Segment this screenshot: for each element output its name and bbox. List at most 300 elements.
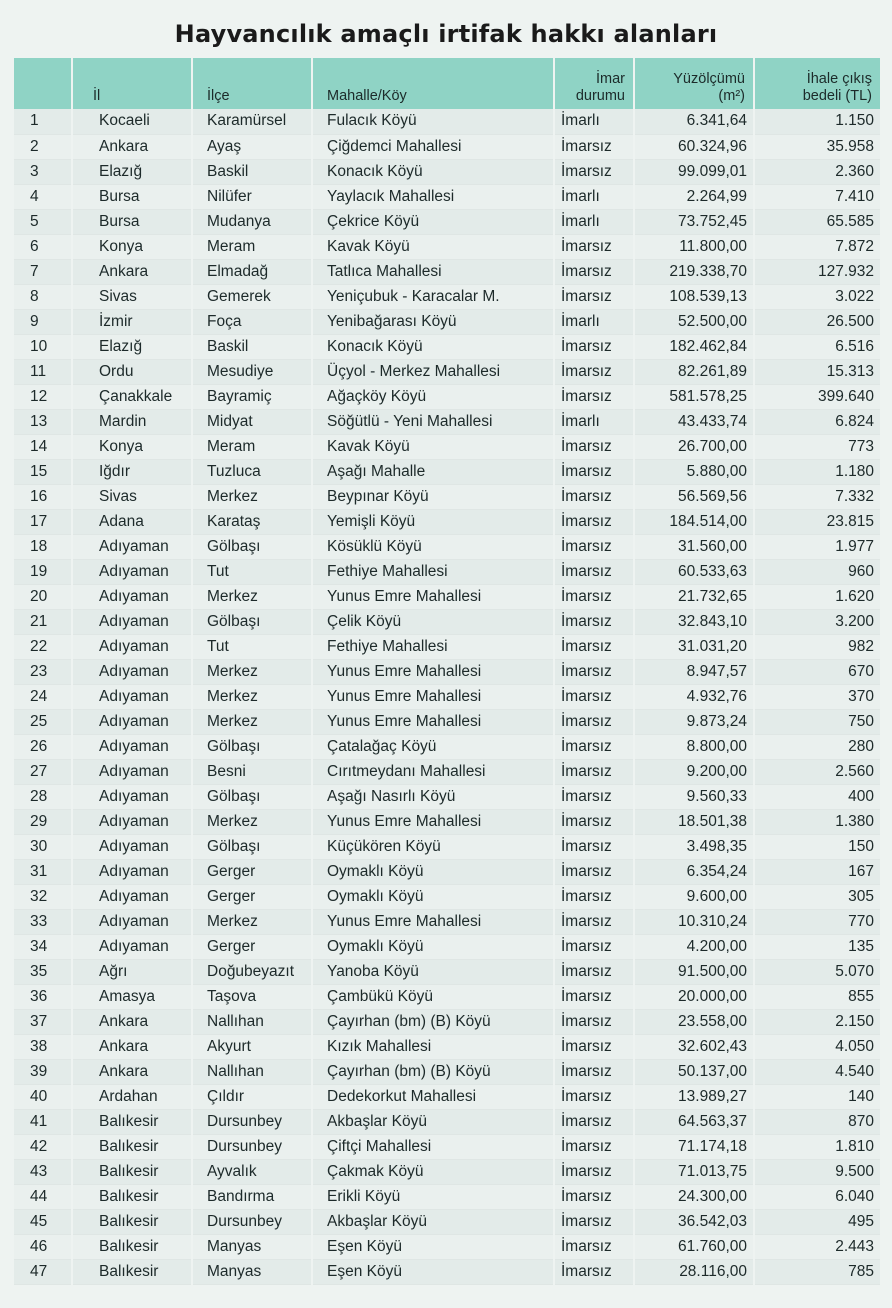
table-row [14, 984, 880, 1009]
cell-imar: İmarlı [554, 184, 634, 209]
cell-yuzolcumu: 20.000,00 [634, 984, 754, 1009]
cell-mahalle: Eşen Köyü [312, 1259, 554, 1284]
cell-mahalle: Çambükü Köyü [312, 984, 554, 1009]
cell-il: Balıkesir [72, 1109, 192, 1134]
cell-ihale: 960 [754, 559, 880, 584]
cell-mahalle: Fethiye Mahallesi [312, 559, 554, 584]
cell-mahalle: Fethiye Mahallesi [312, 634, 554, 659]
cell-ihale: 2.360 [754, 159, 880, 184]
cell-imar: İmarsız [554, 784, 634, 809]
cell-mahalle: Fulacık Köyü [312, 109, 554, 134]
cell-mahalle: Akbaşlar Köyü [312, 1209, 554, 1234]
cell-yuzolcumu: 21.732,65 [634, 584, 754, 609]
table-row [14, 459, 880, 484]
table-row [14, 1059, 880, 1084]
cell-imar: İmarsız [554, 959, 634, 984]
cell-il: Elazığ [72, 334, 192, 359]
cell-il: Ankara [72, 1059, 192, 1084]
cell-no: 33 [14, 909, 72, 934]
cell-no: 7 [14, 259, 72, 284]
cell-mahalle: Kösüklü Köyü [312, 534, 554, 559]
cell-ihale: 7.410 [754, 184, 880, 209]
cell-ilce: Gölbaşı [192, 534, 312, 559]
cell-no: 9 [14, 309, 72, 334]
table-row [14, 859, 880, 884]
table-row [14, 284, 880, 309]
cell-mahalle: Yenibağarası Köyü [312, 309, 554, 334]
table-row [14, 334, 880, 359]
cell-ilce: Elmadağ [192, 259, 312, 284]
cell-ilce: Merkez [192, 809, 312, 834]
cell-imar: İmarsız [554, 934, 634, 959]
cell-ihale: 65.585 [754, 209, 880, 234]
cell-ilce: Ayvalık [192, 1159, 312, 1184]
cell-ihale: 127.932 [754, 259, 880, 284]
cell-il: Balıkesir [72, 1184, 192, 1209]
cell-imar: İmarsız [554, 1109, 634, 1134]
cell-ihale: 1.150 [754, 109, 880, 134]
cell-mahalle: Akbaşlar Köyü [312, 1109, 554, 1134]
cell-yuzolcumu: 64.563,37 [634, 1109, 754, 1134]
cell-mahalle: Üçyol - Merkez Mahallesi [312, 359, 554, 384]
cell-ilce: Taşova [192, 984, 312, 1009]
cell-imar: İmarsız [554, 1009, 634, 1034]
cell-yuzolcumu: 9.200,00 [634, 759, 754, 784]
table-row [14, 409, 880, 434]
cell-il: Elazığ [72, 159, 192, 184]
cell-yuzolcumu: 9.873,24 [634, 709, 754, 734]
cell-imar: İmarsız [554, 1259, 634, 1284]
header-ihale [754, 58, 880, 109]
cell-imar: İmarsız [554, 634, 634, 659]
header-yuzolcumu-line2: (m²) [718, 88, 745, 104]
cell-mahalle: Oymaklı Köyü [312, 934, 554, 959]
cell-ihale: 150 [754, 834, 880, 859]
cell-ilce: Gölbaşı [192, 609, 312, 634]
cell-il: Balıkesir [72, 1234, 192, 1259]
cell-il: Bursa [72, 209, 192, 234]
cell-il: Adıyaman [72, 859, 192, 884]
table-row [14, 209, 880, 234]
table-row [14, 1034, 880, 1059]
cell-ihale: 2.560 [754, 759, 880, 784]
cell-il: Ankara [72, 1034, 192, 1059]
cell-ihale: 2.150 [754, 1009, 880, 1034]
cell-ihale: 280 [754, 734, 880, 759]
cell-ilce: Karamürsel [192, 109, 312, 134]
cell-no: 47 [14, 1259, 72, 1284]
table-row [14, 509, 880, 534]
cell-no: 46 [14, 1234, 72, 1259]
table-body [14, 109, 880, 1284]
cell-ihale: 1.977 [754, 534, 880, 559]
cell-il: Ankara [72, 1009, 192, 1034]
cell-ihale: 370 [754, 684, 880, 709]
cell-imar: İmarsız [554, 1184, 634, 1209]
cell-ilce: Dursunbey [192, 1134, 312, 1159]
cell-ilce: Baskil [192, 159, 312, 184]
cell-yuzolcumu: 61.760,00 [634, 1234, 754, 1259]
cell-imar: İmarsız [554, 884, 634, 909]
cell-mahalle: Dedekorkut Mahallesi [312, 1084, 554, 1109]
cell-yuzolcumu: 13.989,27 [634, 1084, 754, 1109]
cell-il: Ordu [72, 359, 192, 384]
cell-imar: İmarsız [554, 359, 634, 384]
cell-imar: İmarsız [554, 559, 634, 584]
cell-ihale: 750 [754, 709, 880, 734]
cell-il: Adıyaman [72, 934, 192, 959]
cell-ilce: Tut [192, 559, 312, 584]
cell-ihale: 1.380 [754, 809, 880, 834]
cell-ihale: 670 [754, 659, 880, 684]
cell-no: 26 [14, 734, 72, 759]
cell-mahalle: Tatlıca Mahallesi [312, 259, 554, 284]
cell-il: Sivas [72, 484, 192, 509]
header-row [14, 58, 880, 109]
cell-ihale: 773 [754, 434, 880, 459]
table-row [14, 559, 880, 584]
cell-il: Adıyaman [72, 809, 192, 834]
cell-mahalle: Konacık Köyü [312, 159, 554, 184]
cell-il: Adıyaman [72, 759, 192, 784]
cell-ilce: Merkez [192, 709, 312, 734]
cell-no: 8 [14, 284, 72, 309]
cell-imar: İmarsız [554, 284, 634, 309]
table-row [14, 1184, 880, 1209]
table-header [14, 58, 880, 109]
header-yuzolcumu-line1: Yüzölçümü [673, 71, 745, 87]
header-imar [554, 58, 634, 109]
cell-ilce: Gerger [192, 859, 312, 884]
cell-il: Bursa [72, 184, 192, 209]
cell-ihale: 305 [754, 884, 880, 909]
cell-il: Adıyaman [72, 734, 192, 759]
cell-il: Ankara [72, 259, 192, 284]
cell-no: 44 [14, 1184, 72, 1209]
cell-no: 13 [14, 409, 72, 434]
cell-mahalle: Çiğdemci Mahallesi [312, 134, 554, 159]
cell-yuzolcumu: 23.558,00 [634, 1009, 754, 1034]
cell-no: 18 [14, 534, 72, 559]
cell-no: 38 [14, 1034, 72, 1059]
cell-il: Adana [72, 509, 192, 534]
cell-imar: İmarlı [554, 309, 634, 334]
cell-ilce: Mudanya [192, 209, 312, 234]
cell-yuzolcumu: 56.569,56 [634, 484, 754, 509]
cell-il: Adıyaman [72, 559, 192, 584]
cell-yuzolcumu: 31.560,00 [634, 534, 754, 559]
cell-imar: İmarsız [554, 1209, 634, 1234]
cell-imar: İmarsız [554, 1059, 634, 1084]
cell-ihale: 140 [754, 1084, 880, 1109]
cell-ihale: 1.810 [754, 1134, 880, 1159]
cell-no: 32 [14, 884, 72, 909]
cell-imar: İmarsız [554, 159, 634, 184]
cell-mahalle: Oymaklı Köyü [312, 884, 554, 909]
cell-no: 37 [14, 1009, 72, 1034]
cell-mahalle: Yunus Emre Mahallesi [312, 684, 554, 709]
cell-il: Ardahan [72, 1084, 192, 1109]
cell-ilce: Gerger [192, 884, 312, 909]
cell-ilce: Merkez [192, 484, 312, 509]
cell-ilce: Ayaş [192, 134, 312, 159]
cell-ihale: 135 [754, 934, 880, 959]
cell-yuzolcumu: 8.800,00 [634, 734, 754, 759]
cell-imar: İmarsız [554, 1034, 634, 1059]
cell-imar: İmarsız [554, 1159, 634, 1184]
table-row [14, 784, 880, 809]
header-ilce: İlçe [192, 58, 312, 109]
cell-ilce: Besni [192, 759, 312, 784]
cell-ihale: 6.516 [754, 334, 880, 359]
cell-no: 15 [14, 459, 72, 484]
cell-ilce: Merkez [192, 659, 312, 684]
cell-no: 40 [14, 1084, 72, 1109]
cell-ihale: 855 [754, 984, 880, 1009]
table-row [14, 734, 880, 759]
cell-imar: İmarsız [554, 509, 634, 534]
cell-imar: İmarsız [554, 659, 634, 684]
cell-ilce: Bayramiç [192, 384, 312, 409]
cell-ilce: Gölbaşı [192, 834, 312, 859]
cell-mahalle: Beypınar Köyü [312, 484, 554, 509]
cell-il: Adıyaman [72, 634, 192, 659]
cell-imar: İmarsız [554, 709, 634, 734]
table-row [14, 584, 880, 609]
cell-il: Adıyaman [72, 609, 192, 634]
header-yuzolcumu [634, 58, 754, 109]
cell-imar: İmarsız [554, 134, 634, 159]
cell-ilce: Gerger [192, 934, 312, 959]
cell-ihale: 3.200 [754, 609, 880, 634]
auction-table [14, 58, 880, 1285]
cell-mahalle: Erikli Köyü [312, 1184, 554, 1209]
cell-no: 21 [14, 609, 72, 634]
cell-yuzolcumu: 71.013,75 [634, 1159, 754, 1184]
cell-ilce: Meram [192, 234, 312, 259]
cell-imar: İmarsız [554, 584, 634, 609]
cell-ilce: Merkez [192, 909, 312, 934]
cell-no: 36 [14, 984, 72, 1009]
cell-no: 41 [14, 1109, 72, 1134]
cell-ihale: 982 [754, 634, 880, 659]
cell-ilce: Manyas [192, 1234, 312, 1259]
cell-imar: İmarsız [554, 734, 634, 759]
cell-yuzolcumu: 99.099,01 [634, 159, 754, 184]
cell-no: 39 [14, 1059, 72, 1084]
cell-il: Çanakkale [72, 384, 192, 409]
cell-yuzolcumu: 91.500,00 [634, 959, 754, 984]
table-row [14, 609, 880, 634]
cell-yuzolcumu: 581.578,25 [634, 384, 754, 409]
header-ihale-line2: bedeli (TL) [802, 88, 872, 104]
cell-mahalle: Aşağı Nasırlı Köyü [312, 784, 554, 809]
table-row [14, 109, 880, 134]
table-row [14, 1159, 880, 1184]
cell-no: 5 [14, 209, 72, 234]
table-row [14, 259, 880, 284]
cell-mahalle: Yunus Emre Mahallesi [312, 709, 554, 734]
cell-no: 45 [14, 1209, 72, 1234]
cell-yuzolcumu: 52.500,00 [634, 309, 754, 334]
cell-ilce: Baskil [192, 334, 312, 359]
table-row [14, 434, 880, 459]
cell-ilce: Merkez [192, 684, 312, 709]
cell-no: 25 [14, 709, 72, 734]
cell-yuzolcumu: 184.514,00 [634, 509, 754, 534]
cell-imar: İmarsız [554, 1134, 634, 1159]
table-row [14, 359, 880, 384]
cell-imar: İmarlı [554, 109, 634, 134]
table-row [14, 384, 880, 409]
cell-yuzolcumu: 36.542,03 [634, 1209, 754, 1234]
cell-imar: İmarsız [554, 234, 634, 259]
cell-ilce: Manyas [192, 1259, 312, 1284]
table-row [14, 709, 880, 734]
cell-ilce: Nallıhan [192, 1009, 312, 1034]
cell-imar: İmarsız [554, 259, 634, 284]
cell-ihale: 3.022 [754, 284, 880, 309]
cell-ilce: Çıldır [192, 1084, 312, 1109]
table-row [14, 1084, 880, 1109]
header-imar-line1: İmar [596, 71, 625, 87]
table-row [14, 809, 880, 834]
cell-ihale: 5.070 [754, 959, 880, 984]
cell-no: 28 [14, 784, 72, 809]
cell-no: 20 [14, 584, 72, 609]
table-row [14, 1134, 880, 1159]
cell-ilce: Tut [192, 634, 312, 659]
cell-il: İzmir [72, 309, 192, 334]
cell-ilce: Nallıhan [192, 1059, 312, 1084]
cell-yuzolcumu: 73.752,45 [634, 209, 754, 234]
cell-il: Adıyaman [72, 584, 192, 609]
cell-il: Adıyaman [72, 709, 192, 734]
cell-yuzolcumu: 5.880,00 [634, 459, 754, 484]
table-row [14, 134, 880, 159]
cell-yuzolcumu: 10.310,24 [634, 909, 754, 934]
cell-no: 2 [14, 134, 72, 159]
cell-yuzolcumu: 82.261,89 [634, 359, 754, 384]
table-row [14, 684, 880, 709]
cell-yuzolcumu: 9.600,00 [634, 884, 754, 909]
cell-no: 14 [14, 434, 72, 459]
cell-no: 35 [14, 959, 72, 984]
cell-il: Kocaeli [72, 109, 192, 134]
cell-imar: İmarsız [554, 809, 634, 834]
cell-il: Balıkesir [72, 1159, 192, 1184]
cell-no: 6 [14, 234, 72, 259]
cell-ilce: Gölbaşı [192, 784, 312, 809]
header-il: İl [72, 58, 192, 109]
cell-mahalle: Çakmak Köyü [312, 1159, 554, 1184]
table-row [14, 484, 880, 509]
cell-ilce: Karataş [192, 509, 312, 534]
cell-no: 22 [14, 634, 72, 659]
cell-no: 43 [14, 1159, 72, 1184]
cell-ilce: Nilüfer [192, 184, 312, 209]
cell-no: 3 [14, 159, 72, 184]
cell-yuzolcumu: 60.533,63 [634, 559, 754, 584]
table-row [14, 309, 880, 334]
cell-mahalle: Oymaklı Köyü [312, 859, 554, 884]
cell-mahalle: Çelik Köyü [312, 609, 554, 634]
cell-il: Adıyaman [72, 784, 192, 809]
cell-yuzolcumu: 4.932,76 [634, 684, 754, 709]
cell-no: 4 [14, 184, 72, 209]
table-row [14, 1009, 880, 1034]
cell-imar: İmarsız [554, 609, 634, 634]
cell-ilce: Gölbaşı [192, 734, 312, 759]
cell-mahalle: Ağaçköy Köyü [312, 384, 554, 409]
page-title: Hayvancılık amaçlı irtifak hakkı alanları [174, 20, 718, 48]
cell-no: 27 [14, 759, 72, 784]
cell-mahalle: Kavak Köyü [312, 434, 554, 459]
cell-yuzolcumu: 6.354,24 [634, 859, 754, 884]
cell-imar: İmarsız [554, 334, 634, 359]
table-row [14, 759, 880, 784]
cell-no: 29 [14, 809, 72, 834]
cell-yuzolcumu: 219.338,70 [634, 259, 754, 284]
table-row [14, 659, 880, 684]
table-row [14, 1259, 880, 1284]
cell-ihale: 770 [754, 909, 880, 934]
table-row [14, 1209, 880, 1234]
cell-imar: İmarsız [554, 534, 634, 559]
table-row [14, 634, 880, 659]
cell-mahalle: Kavak Köyü [312, 234, 554, 259]
cell-il: Balıkesir [72, 1134, 192, 1159]
cell-ihale: 23.815 [754, 509, 880, 534]
cell-mahalle: Çiftçi Mahallesi [312, 1134, 554, 1159]
cell-yuzolcumu: 4.200,00 [634, 934, 754, 959]
cell-il: Adıyaman [72, 834, 192, 859]
cell-il: Iğdır [72, 459, 192, 484]
cell-yuzolcumu: 8.947,57 [634, 659, 754, 684]
cell-imar: İmarsız [554, 984, 634, 1009]
cell-ilce: Dursunbey [192, 1109, 312, 1134]
cell-yuzolcumu: 28.116,00 [634, 1259, 754, 1284]
cell-mahalle: Çatalağaç Köyü [312, 734, 554, 759]
cell-imar: İmarsız [554, 684, 634, 709]
cell-imar: İmarsız [554, 384, 634, 409]
cell-mahalle: Aşağı Mahalle [312, 459, 554, 484]
cell-yuzolcumu: 3.498,35 [634, 834, 754, 859]
cell-ihale: 399.640 [754, 384, 880, 409]
cell-il: Adıyaman [72, 909, 192, 934]
cell-yuzolcumu: 24.300,00 [634, 1184, 754, 1209]
cell-mahalle: Yaylacık Mahallesi [312, 184, 554, 209]
cell-yuzolcumu: 108.539,13 [634, 284, 754, 309]
cell-ihale: 9.500 [754, 1159, 880, 1184]
cell-no: 1 [14, 109, 72, 134]
cell-yuzolcumu: 11.800,00 [634, 234, 754, 259]
cell-yuzolcumu: 6.341,64 [634, 109, 754, 134]
table-row [14, 159, 880, 184]
cell-ilce: Gemerek [192, 284, 312, 309]
cell-imar: İmarsız [554, 859, 634, 884]
cell-mahalle: Konacık Köyü [312, 334, 554, 359]
cell-ihale: 15.313 [754, 359, 880, 384]
cell-ilce: Bandırma [192, 1184, 312, 1209]
cell-no: 12 [14, 384, 72, 409]
cell-il: Balıkesir [72, 1209, 192, 1234]
cell-il: Konya [72, 234, 192, 259]
cell-no: 30 [14, 834, 72, 859]
cell-yuzolcumu: 2.264,99 [634, 184, 754, 209]
cell-no: 31 [14, 859, 72, 884]
cell-ihale: 7.872 [754, 234, 880, 259]
